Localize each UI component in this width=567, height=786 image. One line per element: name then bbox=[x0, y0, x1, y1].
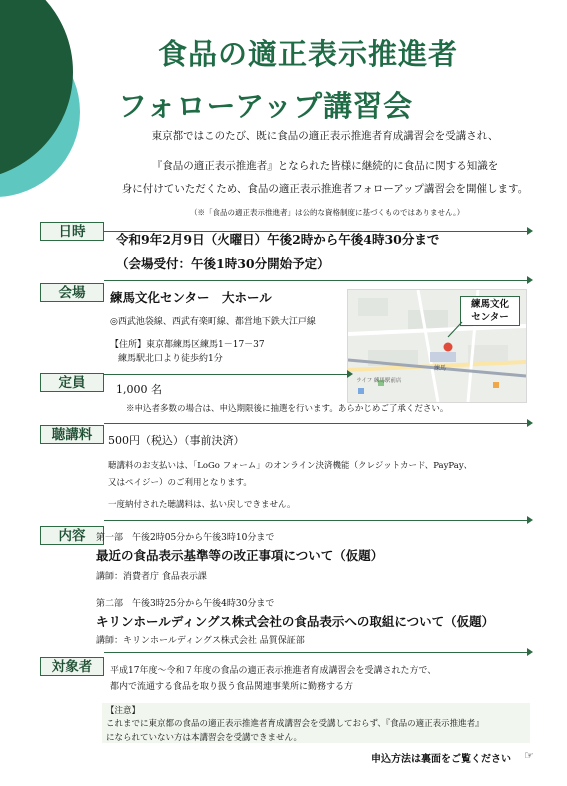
capacity-label: 定員 bbox=[40, 373, 104, 392]
content-label: 内容 bbox=[40, 526, 104, 545]
caution-heading: 【注意】 bbox=[106, 706, 141, 716]
intro-line3: 身に付けていただくため、食品の適正表示推進者フォローアップ講習会を開催します。 bbox=[121, 183, 529, 195]
venue-rule bbox=[104, 280, 527, 281]
title-line2: フォローアップ講習会 bbox=[118, 89, 414, 123]
content-rule bbox=[104, 520, 527, 521]
footer-text: 申込方法は裏面をご覧ください bbox=[371, 754, 511, 765]
fee-line2: 又はペイジー）のご利用となります。 bbox=[108, 478, 252, 488]
intro-line2: 『食品の適正表示推進者』となられた皆様に継続的に食品に関する知識を bbox=[151, 160, 499, 172]
venue-label: 会場 bbox=[40, 283, 104, 302]
fee-value: 500円（税込）（事前決済） bbox=[108, 434, 245, 447]
date-line2: （会場受付：午後1時30分開始予定） bbox=[116, 256, 330, 271]
capacity-note: ※申込者多数の場合は、申込期限後に抽選を行います。あらかじめご了承ください。 bbox=[126, 404, 449, 414]
part1-time: 第一部 午後2時05分から午後3時10分まで bbox=[96, 533, 275, 543]
part1-title: 最近の食品表示基準等の改正事項について（仮題） bbox=[96, 548, 384, 563]
target-line1: 平成17年度～令和７年度の食品の適正表示推進者育成講習会を受講された方で、 bbox=[110, 666, 437, 676]
target-label: 対象者 bbox=[40, 657, 104, 676]
fee-line1: 聴講料のお支払いは、「LoGo フォーム」のオンライン決済機能（クレジットカード、PayPay、 bbox=[108, 461, 473, 471]
intro-note: （※「食品の適正表示推進者」は公的な資格制度に基づくものではありません。） bbox=[190, 208, 465, 217]
title-line1: 食品の適正表示推進者 bbox=[158, 37, 459, 71]
part2-title: キリンホールディングス株式会社の食品表示への取組について（仮題） bbox=[96, 614, 495, 629]
caution-line1: これまでに東京都の食品の適正表示推進者育成講習会を受講しておらず、『食品の適正表示推進者』 bbox=[106, 719, 484, 729]
map-station-label: 練馬 bbox=[434, 365, 447, 372]
part2-time: 第二部 午後3時25分から午後4時30分まで bbox=[96, 599, 275, 609]
map-callout-pointer bbox=[445, 320, 465, 340]
part1-speaker: 講師：消費者庁 食品表示課 bbox=[96, 572, 207, 582]
venue-address2: 練馬駅北口より徒歩約1分 bbox=[118, 354, 223, 364]
map-bottom-label: ライフ 練馬駅前店 bbox=[356, 378, 402, 384]
capacity-rule bbox=[104, 374, 347, 375]
venue-name: 練馬文化センター 大ホール bbox=[110, 290, 272, 305]
caution-line2: になられていない方は本講習会を受講できません。 bbox=[106, 733, 303, 743]
venue-lines: ◎西武池袋線、西武有楽町線、都営地下鉄大江戸線 bbox=[110, 317, 316, 327]
pointing-hand-icon: ☞ bbox=[524, 749, 534, 762]
date-line1: 令和9年2月9日（火曜日）午後2時から午後4時30分まで bbox=[116, 232, 440, 247]
fee-rule bbox=[104, 423, 527, 424]
fee-label: 聴講料 bbox=[40, 425, 104, 444]
part2-speaker: 講師：キリンホールディングス株式会社 品質保証部 bbox=[96, 636, 305, 646]
target-rule bbox=[104, 652, 527, 653]
target-line2: 都内で流通する食品を取り扱う食品関連事業所に勤務する方 bbox=[110, 682, 354, 692]
venue-address1: 【住所】東京都練馬区練馬1－17－37 bbox=[110, 340, 265, 350]
fee-line3: 一度納付された聴講料は、払い戻しできません。 bbox=[108, 500, 296, 510]
intro-line1: 東京都ではこのたび、既に食品の適正表示推進者育成講習会を受講され、 bbox=[151, 130, 499, 142]
capacity-value: 1,000 名 bbox=[116, 383, 162, 396]
date-label: 日時 bbox=[40, 222, 104, 241]
map-callout: 練馬文化 センター bbox=[460, 296, 520, 326]
